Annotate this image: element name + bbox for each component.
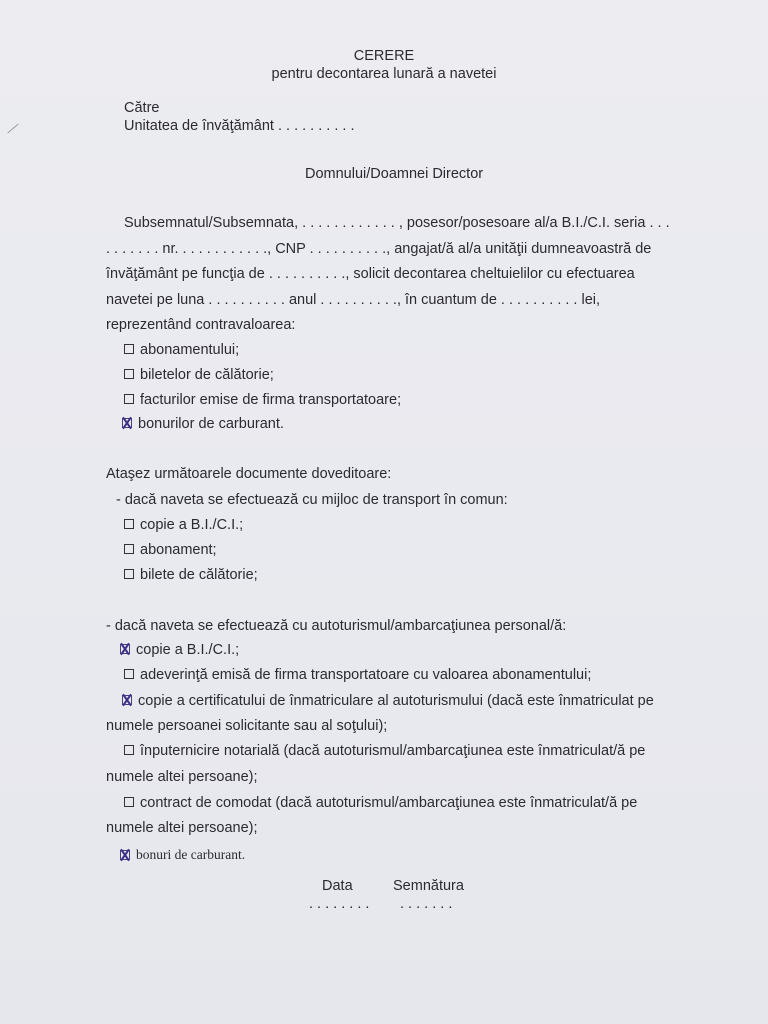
checkbox-icon[interactable] bbox=[124, 745, 134, 755]
personal-item bbox=[124, 794, 637, 812]
checkbox-icon[interactable] bbox=[124, 394, 134, 404]
option-label: bonurilor de carburant. bbox=[138, 416, 284, 432]
body-line-5: reprezentând contravaloarea: bbox=[106, 317, 296, 333]
signature-label: Semnătura bbox=[393, 878, 464, 894]
public-item-label: abonament; bbox=[140, 542, 217, 558]
date-label: Data bbox=[322, 878, 353, 894]
personal-item-label: înputernicire notarială (dacă autoturismul/ambarcaţiunea este înmatriculat/ă pe bbox=[140, 743, 646, 759]
body-line-4: navetei pe luna . . . . . . . . . . anul . . . . . . . . . ., în cuantum de . . . . . . . . . . lei, bbox=[106, 292, 601, 308]
option-label: abonamentului; bbox=[140, 342, 240, 358]
body-line-1: Subsemnatul/Subsemnata, . . . . . . . . . . . . , posesor/posesoare al/a B.I./C.I. seria . . . bbox=[124, 215, 670, 231]
option-item bbox=[124, 341, 239, 359]
public-item bbox=[124, 541, 217, 559]
checkbox-icon[interactable] bbox=[124, 344, 134, 354]
option-item bbox=[124, 391, 401, 409]
option-item bbox=[122, 415, 284, 433]
personal-item bbox=[120, 846, 245, 864]
option-label: facturilor emise de firma transportatoare; bbox=[140, 392, 402, 408]
document-title: CERERE bbox=[353, 48, 415, 64]
recipient-line-1: Către bbox=[124, 100, 160, 116]
personal-item-label: copie a certificatului de înmatriculare al autoturismului (dacă este înmatriculat pe bbox=[138, 693, 654, 709]
public-item bbox=[124, 516, 243, 534]
checkbox-icon[interactable] bbox=[124, 569, 134, 579]
signature-field: . . . . . . . bbox=[400, 896, 453, 912]
scan-mark bbox=[7, 124, 18, 134]
personal-item-label: adeverinţă emisă de firma transportatoare cu valoarea abonamentului; bbox=[140, 667, 592, 683]
checked-checkbox-icon[interactable] bbox=[120, 644, 130, 654]
attach-heading: Ataşez următoarele documente doveditoare: bbox=[106, 466, 392, 482]
personal-item-continuation: numele altei persoane); bbox=[106, 769, 258, 785]
checkbox-icon[interactable] bbox=[124, 544, 134, 554]
date-field: . . . . . . . . bbox=[309, 896, 370, 912]
public-item-label: bilete de călătorie; bbox=[140, 567, 258, 583]
checkbox-icon[interactable] bbox=[124, 519, 134, 529]
checkbox-icon[interactable] bbox=[124, 369, 134, 379]
personal-item bbox=[124, 742, 645, 760]
public-item bbox=[124, 566, 258, 584]
personal-item-label: contract de comodat (dacă autoturismul/ambarcaţiunea este înmatriculat/ă pe bbox=[140, 795, 638, 811]
recipient-line-2: Unitatea de învăţământ . . . . . . . . . . bbox=[124, 118, 355, 134]
checkbox-icon[interactable] bbox=[124, 797, 134, 807]
option-item bbox=[124, 366, 274, 384]
personal-item-label: bonuri de carburant. bbox=[136, 847, 246, 862]
checkbox-icon[interactable] bbox=[124, 669, 134, 679]
personal-item-continuation: numele altei persoane); bbox=[106, 820, 258, 836]
director-salutation: Domnului/Doamnei Director bbox=[305, 166, 484, 182]
checked-checkbox-icon[interactable] bbox=[122, 418, 132, 428]
body-line-3: învăţământ pe funcţia de . . . . . . . . . ., solicit decontarea cheltuielilor cu efectuarea bbox=[106, 266, 635, 282]
body-line-2: . . . . . . . nr. . . . . . . . . . . ., CNP . . . . . . . . . ., angajat/ă al/a unităţii dumneavoastră de bbox=[106, 241, 652, 257]
document-subtitle: pentru decontarea lunară a navetei bbox=[271, 66, 497, 82]
personal-item-continuation: numele persoanei solicitante sau al soţului); bbox=[106, 718, 388, 734]
checked-checkbox-icon[interactable] bbox=[120, 850, 130, 860]
public-item-label: copie a B.I./C.I.; bbox=[140, 517, 244, 533]
personal-transport-heading: - dacă naveta se efectuează cu autoturismul/ambarcaţiunea personal/ă: bbox=[106, 618, 567, 634]
personal-item bbox=[122, 692, 654, 710]
option-label: biletelor de călătorie; bbox=[140, 367, 274, 383]
checked-checkbox-icon[interactable] bbox=[122, 695, 132, 705]
personal-item bbox=[124, 666, 591, 684]
public-transport-heading: - dacă naveta se efectuează cu mijloc de transport în comun: bbox=[116, 492, 508, 508]
personal-item-label: copie a B.I./C.I.; bbox=[136, 642, 240, 658]
personal-item bbox=[120, 641, 239, 659]
